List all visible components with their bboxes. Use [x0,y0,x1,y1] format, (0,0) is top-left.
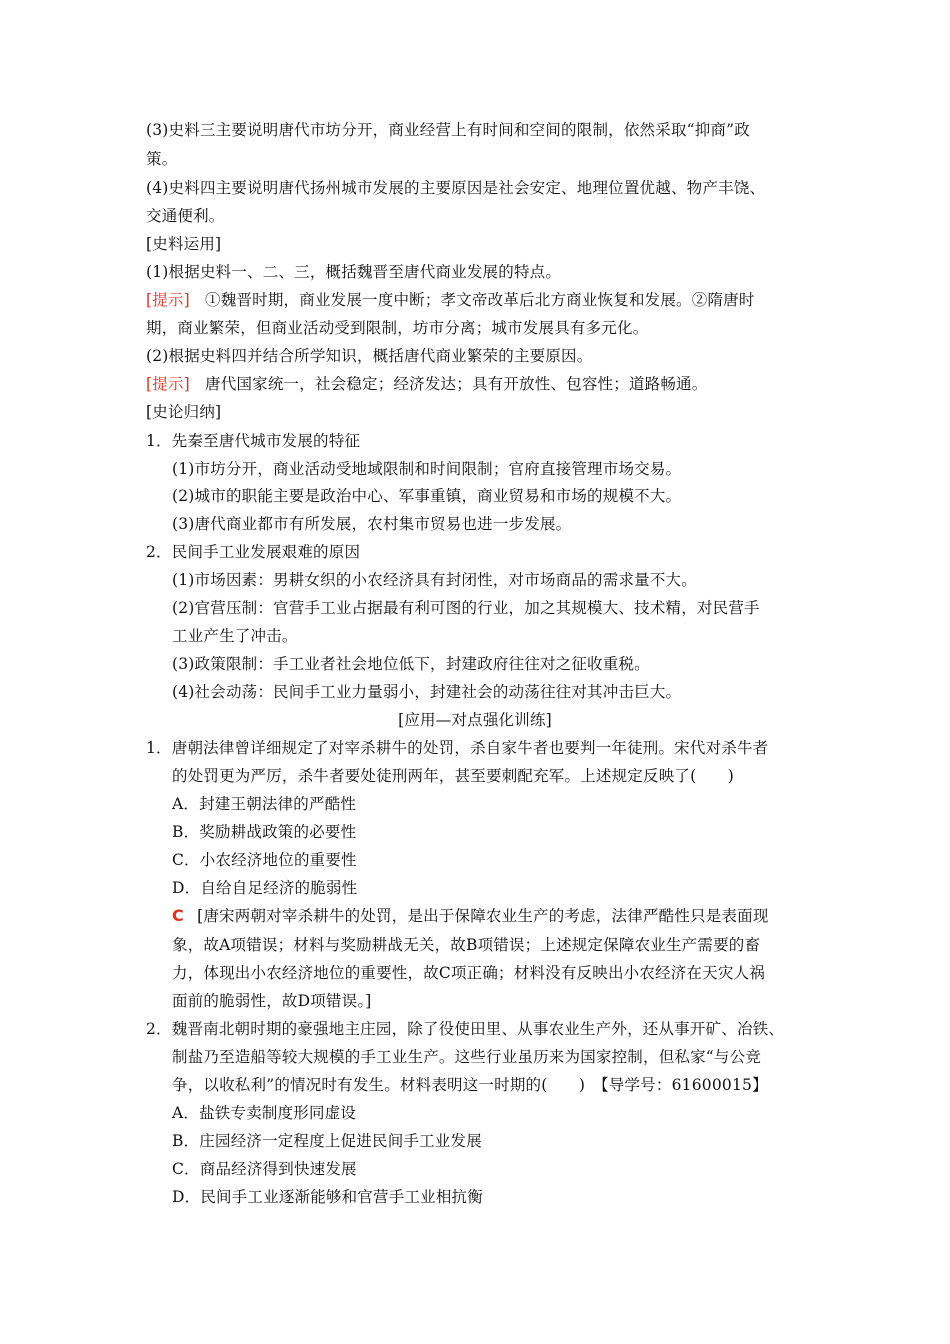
explanation-text: [唐宋两朝对宰杀耕牛的处罚，是出于保障农业生产的考虑，法律严酷性只是表面现 [197,907,769,925]
option-b: B．奖励耕战政策的必要性 [172,823,357,841]
list-item: (2)官营压制：官营手工业占据最有利可图的行业，加之其规模大、技术精，对民营手 [172,599,760,617]
text-line: (3)史料三主要说明唐代市坊分开，商业经营上有时间和空间的限制，依然采取“抑商”政 [146,121,751,139]
option-b: B．庄园经济一定程度上促进民间手工业发展 [172,1132,482,1150]
section-heading: [史料运用] [146,235,222,253]
answer-letter: C [172,906,184,925]
text-line: 交通便利。 [146,207,225,225]
question-stem: 2．魏晋南北朝时期的豪强地主庄园，除了役使田里、从事农业生产外，还从事开矿、冶铁、 [146,1020,785,1038]
answer-line [172,905,769,927]
list-heading: 1．先秦至唐代城市发展的特征 [146,432,361,450]
section-heading: [史论归纳] [146,403,222,421]
list-item: (4)社会动荡：民间手工业力量弱小，封建社会的动荡往往对其冲击巨大。 [172,683,682,701]
option-c: C．小农经济地位的重要性 [172,851,357,869]
list-heading: 2．民间手工业发展艰难的原因 [146,543,361,561]
list-item: (1)市坊分开，商业活动受地域限制和时间限制；官府直接管理市场交易。 [172,460,682,478]
question-stem: 争，以收私利”的情况时有发生。材料表明这一时期的( ) 【导学号：61600015】 [172,1076,768,1094]
text-line: 期，商业繁荣，但商业活动受到限制，坊市分离；城市发展具有多元化。 [146,319,649,337]
option-d: D．民间手工业逐渐能够和官营手工业相抗衡 [172,1188,483,1206]
option-c: C．商品经济得到快速发展 [172,1160,357,1178]
hint-line [146,289,755,311]
list-item: (3)政策限制：手工业者社会地位低下，封建政府往往对之征收重税。 [172,655,650,673]
question-line: (2)根据史料四并结合所学知识，概括唐代商业繁荣的主要原因。 [146,347,593,365]
list-item: (2)城市的职能主要是政治中心、军事重镇，商业贸易和市场的规模不大。 [172,487,682,505]
hint-text: ①魏晋时期，商业发展一度中断；孝文帝改革后北方商业恢复和发展。②隋唐时 [205,291,755,309]
text-line: 策。 [146,150,178,168]
question-stem: 1．唐朝法律曾详细规定了对宰杀耕牛的处罚，杀自家牛者也要判一年徒刑。宋代对杀牛者 [146,739,769,757]
option-d: D．自给自足经济的脆弱性 [172,879,358,897]
text-line: (4)史料四主要说明唐代扬州城市发展的主要原因是社会安定、地理位置优越、物产丰饶、 [146,179,766,197]
option-a: A．盐铁专卖制度形同虚设 [172,1104,357,1122]
option-a: A．封建王朝法律的严酷性 [172,795,357,813]
explanation-line: 象，故A项错误；材料与奖励耕战无关，故B项错误；上述规定保障农业生产需要的畜 [172,936,761,954]
question-stem: 制盐乃至造船等较大规模的手工业生产。这些行业虽历来为国家控制，但私家“与公竞 [172,1048,762,1066]
hint-line [146,373,707,395]
question-stem: 的处罚更为严厉，杀牛者要处徒刑两年，甚至要刺配充军。上述规定反映了( ) [172,767,734,785]
hint-label: [提示] [146,291,190,309]
explanation-line: 力，体现出小农经济地位的重要性，故C项正确；材料没有反映出小农经济在天灾人祸 [172,964,765,982]
hint-label: [提示] [146,375,190,393]
question-line: (1)根据史料一、二、三，概括魏晋至唐代商业发展的特点。 [146,263,562,281]
hint-text: 唐代国家统一，社会稳定；经济发达；具有开放性、包容性；道路畅通。 [205,375,708,393]
section-title: [应用—对点强化训练] [398,711,552,729]
list-item: 工业产生了冲击。 [172,627,298,645]
list-item: (3)唐代商业都市有所发展，农村集市贸易也进一步发展。 [172,515,572,533]
list-item: (1)市场因素：男耕女织的小农经济具有封闭性，对市场商品的需求量不大。 [172,571,697,589]
explanation-line: 面前的脆弱性，故D项错误。] [172,992,372,1010]
